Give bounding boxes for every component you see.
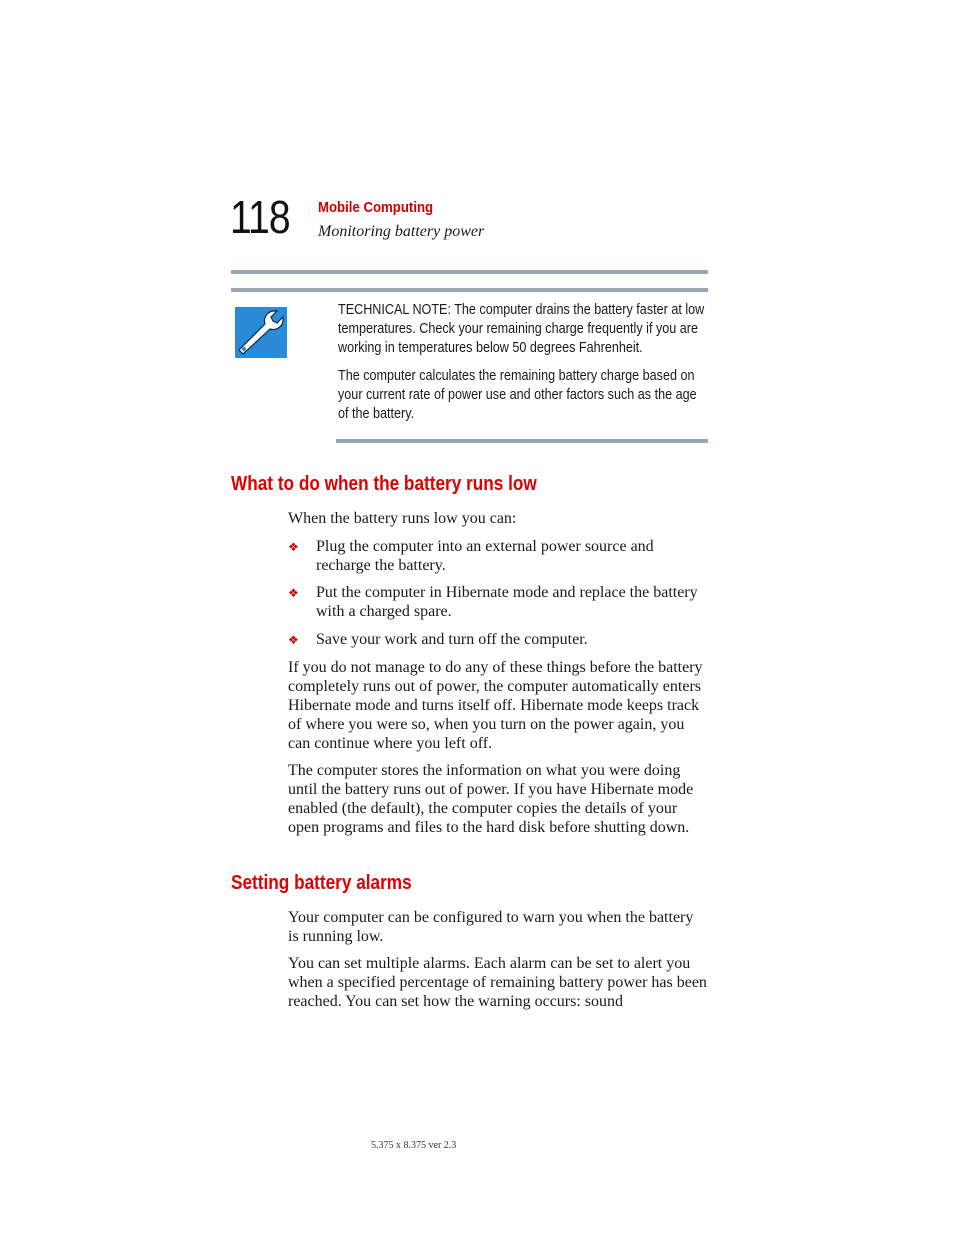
technical-note-text: TECHNICAL NOTE: The computer drains the battery faster at low temperatures. Check your remaining charge frequently if you are working in temperatures below 50 degrees Fahrenheit. [338,301,705,356]
bullet-icon: ❖ [288,633,299,647]
section-heading: Setting battery alarms [231,872,412,894]
page-number: 118 [230,191,290,243]
intro-paragraph: When the battery runs low you can: [288,510,517,527]
bullet-icon: ❖ [288,540,299,554]
note-top-rule [231,270,708,274]
body-paragraph: You can set multiple alarms. Each alarm can be set to alert you when a specified percentage of remaining battery power has been reached. You can set how the warning occurs: sound [288,955,707,1010]
section-heading: What to do when the battery runs low [231,473,537,495]
list-item: Plug the computer into an external power source and recharge the battery. [316,538,654,574]
list-item: Put the computer in Hibernate mode and replace the battery with a charged spare. [316,584,698,620]
wrench-icon [235,307,287,358]
list-item: Save your work and turn off the computer. [316,631,588,648]
body-paragraph: Your computer can be configured to warn you when the battery is running low. [288,909,694,945]
chapter-title: Mobile Computing [318,199,434,216]
note-bottom-rule [336,439,708,443]
technical-note-detail: The computer calculates the remaining battery charge based on your current rate of power use and other factors such as the age of the battery. [338,367,697,422]
note-top-rule-2 [231,288,708,292]
body-paragraph: The computer stores the information on what you were doing until the battery runs out of power. If you have Hibernate mode enabled (the default), the computer copies the details of your open programs and files to the hard disk before shutting down. [288,762,694,836]
body-paragraph: If you do not manage to do any of these things before the battery completely runs out of power, the computer automatically enters Hibernate mode and turns itself off. Hibernate mode keeps track of where you were so, when you turn on the power again, you can continue where you left off. [288,659,703,752]
page-footer: 5.375 x 8.375 ver 2.3 [371,1140,457,1151]
bullet-icon: ❖ [288,586,299,600]
section-subtitle: Monitoring battery power [318,223,485,240]
